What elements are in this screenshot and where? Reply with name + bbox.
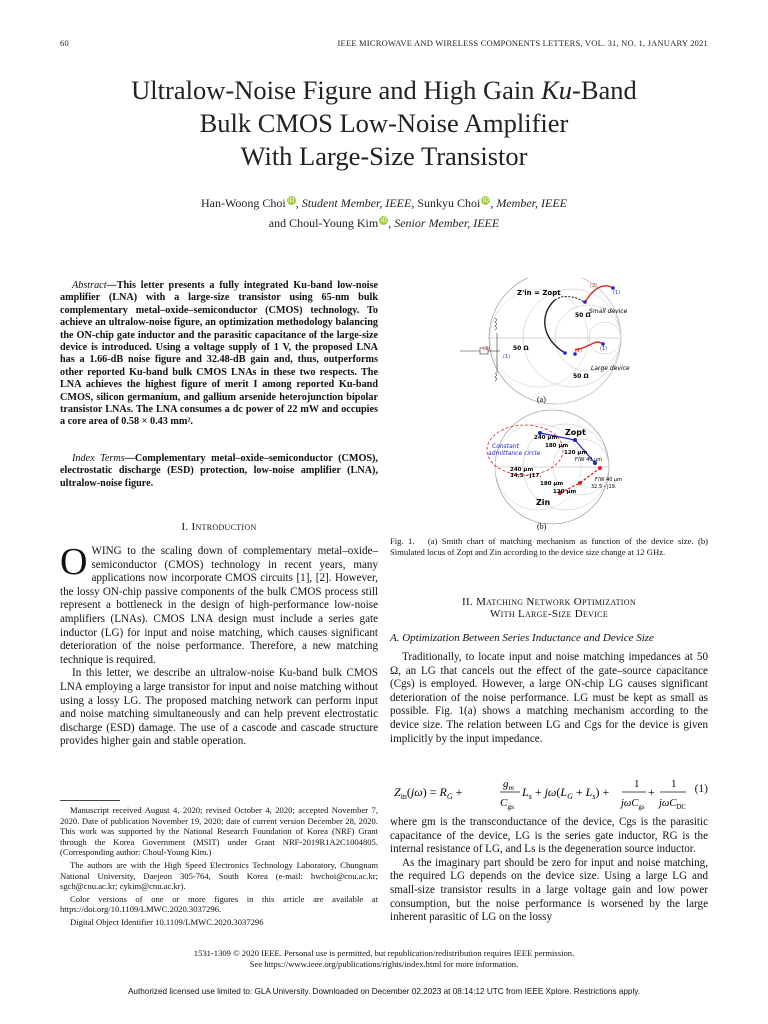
sec2-paragraph-1: Traditionally, to locate input and noise matching impedances at 50 Ω, an LG that cancels out the effect of the gate–source capacitance (Cgs) is employed. However, a large ON-chip LG causes significant deterioration of the noise performance. LG must be kept as small as possible. Fig. 1(a) shows a matching mechanism according to the device size. The relation between LG and Cgs for the device is given implicitly by the input impedance. <box>390 651 708 745</box>
figure-1 <box>455 278 645 533</box>
section-1-number: I. <box>181 521 192 533</box>
admittance-circle-label: admittance circle <box>488 450 541 457</box>
size-180-top: 180 µm <box>545 443 569 449</box>
size-120-top: 120 µm <box>564 450 588 456</box>
section-1-heading <box>60 521 378 533</box>
footnote-affiliation: The authors are with the High Speed Electronics Technology Laboratory, Chungnam National University, Daejeon 305-764, South Korea (e-mail: hwchoi@cnu.ac.kr; sgch@cnu.ac.kr; cykim@cnu.ac.kr). <box>60 859 378 892</box>
paper-title <box>60 74 708 173</box>
section-2-title-l1: Matching Network Optimization <box>476 596 636 608</box>
sec2-paragraph-3: As the imaginary part should be zero for input and noise matching, the required LG depends on the device size. Using a large LG and small-size transistor results in a large voltage gain and low power consumption, but the noise performance is worsened by the large inherent parasitic of LG on the lossy <box>390 856 708 924</box>
abstract-label: Abstract <box>72 280 107 291</box>
author-3-role: , Senior Member, IEEE <box>388 216 500 230</box>
equation-svg <box>390 770 708 816</box>
equation-number: (1) <box>694 783 708 795</box>
footnote-doi: Digital Object Identifier 10.1109/LMWC.2020.3037296 <box>70 916 264 927</box>
abstract-text: This letter presents a fully integrated Ku-band low-noise amplifier (LNA) with a large-size transistor using 65-nm bulk complementary metal–oxide–semiconductor (CMOS) technology. To achieve an ultralow-noise figure, an optimization methodology balancing the ON-chip gate inductor and the parasitic capacitance of the large-size device is introduced. Using a voltage supply of 1 V, the proposed LNA has a 1.66-dB noise figure and 32.48-dB gain and, thus, outperforms other reported Ku-band bulk CMOS LNAs in these two respects. The LNA achieves the highest figure of merit I among reported Ku-band CMOS, silicon germanium, and gallium arsenide heterojunction bipolar transistor LNAs. The LNA consumes a dc power of 22 mW and occupies a core area of 0.58 × 0.43 mm². <box>60 280 378 428</box>
copyright-notice <box>60 948 708 970</box>
author-2-role: , Member, IEEE <box>490 196 567 210</box>
journal-header: IEEE MICROWAVE AND WIRELESS COMPONENTS LETTERS, VOL. 31, NO. 1, JANUARY 2021 <box>337 38 708 48</box>
svg-text:1: 1 <box>634 778 640 790</box>
50-ohm-center: 50 Ω <box>513 345 529 352</box>
copyright-line-2: See https://www.ieee.org/publications/rights/index.html for more information. <box>249 959 519 969</box>
section-2-title-l2: With Large-Size Device <box>489 608 609 620</box>
smith-chart-a <box>460 278 630 404</box>
abstract: Abstract—This letter presents a fully integrated Ku-band low-noise amplifier (LNA) with a large-size transistor using 65-nm bulk complementary metal–oxide–semiconductor (CMOS) technology. To achieve an ultralow-noise figure, an optimization methodology balancing the ON-chip gate inductor and the parasitic capacitance of the large-size device is introduced. Using a voltage supply of 1 V, the proposed LNA has a 1.66-dB noise figure and 32.48-dB gain and, thus, outperforms other reported Ku-band bulk CMOS LNAs in these two respects. The LNA achieves the highest figure of merit I among reported Ku-band CMOS, silicon germanium, and gallium arsenide heterojunction bipolar transistor LNAs. The LNA consumes a dc power of 22 mW and occupies a core area of 0.58 × 0.43 mm². <box>60 280 378 428</box>
author-3: and Choul-Young Kim <box>268 216 379 230</box>
section-2-heading <box>390 596 708 620</box>
intro-paragraph-2: In this letter, we describe an ultralow-noise Ku-band bulk CMOS LNA employing a large transistor for input and noise matching without using a lossy LG. The proposed matching network can perform input and noise matching simultaneously and can help prevent electrostatic discharge (ESD) damage. The use of a cascode and cascade structure provides higher gain and stable operation. <box>60 667 378 748</box>
author-1-role: , Student Member, IEEE <box>295 196 412 210</box>
author-2: , Sunkyu Choi <box>411 196 481 210</box>
orcid-icon[interactable]: iD <box>482 197 489 204</box>
index-terms: Index Terms—Complementary metal–oxide–semiconductor (CMOS), electrostatic discharge (ESD) protection, low-noise amplifier (LNA), ultralow-noise figure. <box>60 453 378 489</box>
index-terms-label: Index Terms <box>72 453 125 464</box>
50-ohm-top: 50 Ω <box>575 312 591 319</box>
title-ku: Ku <box>541 75 573 105</box>
section-2-number: II. <box>462 596 477 608</box>
circuit-inset <box>460 318 500 381</box>
caption-text: (a) Smith chart of matching mechanism as function of the device size. (b) Simulated locus of Zopt and Zin according to the device size change at 12 GHz. <box>390 536 708 557</box>
label-n1-top: (1) <box>613 290 621 296</box>
fig-label-a: (a) <box>537 395 546 404</box>
caption-label: Fig. 1. <box>390 536 415 546</box>
section-1-title: Introduction <box>191 521 257 533</box>
zin-zopt-label: Z'in = Zopt <box>517 289 561 297</box>
svg-text:+: + <box>648 785 655 799</box>
svg-text:jωCDC: jωC$_{DC}$ <box>659 798 687 811</box>
small-device-label: Small device <box>589 308 628 315</box>
svg-text:jωCgs: jωC$_{gs}$ <box>621 798 645 811</box>
sec2-paragraph-2: where gm is the transconductance of the device, Cgs is the parasitic capacitance of the device, LG is the series gate inductor, RG is the internal resistance of LG, and Ls is the degeneration source inductor. <box>390 816 708 856</box>
smith-chart-b <box>487 410 622 524</box>
footnote <box>60 800 378 930</box>
circuit-label-n1: (1) <box>503 354 511 360</box>
size-180-bottom: 180 µm <box>540 481 564 487</box>
footnote-manuscript: Manuscript received August 4, 2020; revised October 4, 2020; accepted November 7, 2020. Date of publication November 19, 2020; date of current version December 28, 2020. This work was supported by the National Research Foundation of Korea (NRF) Grant through the Korea Government (MSIT) under Grant NRF-2019R1A2C1004805. (Corresponding author: Choul-Young Kim.) <box>60 805 378 858</box>
subsection-a-heading: A. Optimization Between Series Inductance and Device Size <box>390 632 654 644</box>
copyright-line-1: 1531-1309 © 2020 IEEE. Personal use is permitted, but republication/redistribution requires IEEE permission. <box>193 948 575 958</box>
50-ohm-bottom: 50 Ω <box>573 373 589 380</box>
label-n1-bottom: (1) <box>600 346 608 352</box>
constant-label: Constant <box>492 443 519 450</box>
figure-1-caption <box>390 536 708 557</box>
fig-label-b: (b) <box>537 522 547 531</box>
svg-text:1: 1 <box>671 778 677 790</box>
section-2-body <box>390 651 708 746</box>
size-240-bottom: 240 µm <box>510 467 534 473</box>
orcid-icon[interactable]: iD <box>288 197 295 204</box>
svg-text:Ls + jω(LG + Ls) +: $L_s + j\omega(L_G + L_s)$ + <box>522 785 610 801</box>
circuit-label-n2: (2) <box>483 346 491 352</box>
page-number: 60 <box>60 38 69 48</box>
author-1: Han-Woong Choi <box>201 196 286 210</box>
authorized-use-banner: Authorized licensed use limited to: GLA University. Downloaded on December 02,2023 at 08:14:12 UTC from IEEE Xplore. Restrictions apply. <box>127 987 641 996</box>
title-line3: With Large-Size Transistor <box>240 141 528 171</box>
title-line2: Bulk CMOS Low-Noise Amplifier <box>199 108 569 138</box>
index-terms-text: Complementary metal–oxide–semiconductor (CMOS), electrostatic discharge (ESD) protection, low-noise amplifier (LNA), ultralow-noise figure. <box>60 453 378 489</box>
large-device-label: Large device <box>591 365 630 372</box>
fw40-bottom: F/W 40 µm <box>595 477 623 483</box>
value-345b: 32.5 - j19. <box>591 484 617 490</box>
orcid-icon[interactable]: iD <box>380 217 387 224</box>
smith-chart-figure <box>455 278 645 533</box>
value-345a: 34.5 - j17. <box>510 473 542 479</box>
size-240-top: 240 µm <box>534 435 558 441</box>
title-line1-post: -Band <box>572 75 637 105</box>
dropcap: O <box>60 541 88 583</box>
svg-text:gm: $g_m$ <box>503 778 514 792</box>
introduction-body <box>60 541 378 749</box>
intro-paragraph-1: WING to the scaling down of complementary metal–oxide–semiconductor (CMOS) technology in recent years, many applications now incorporate CMOS circuits [1], [2]. However, the lossy ON-chip passive components of the bulk CMOS process still represent a bottleneck in the design of high-performance low-noise amplifiers (LNAs). CMOS LNA design must include a series gate inductor (LG) for input and noise matching, which causes significant deterioration of the noise performance. Therefore, a new matching technique is required. <box>60 545 378 666</box>
title-line1-pre: Ultralow-Noise Figure and High Gain <box>131 75 542 105</box>
size-120-bottom: 120 µm <box>553 489 577 495</box>
zopt-label: Zopt <box>565 428 586 437</box>
author-list <box>60 193 708 233</box>
svg-text:Cgs: $C_{gs}$ <box>500 797 515 811</box>
fw40-top: F/W 40 µm <box>575 457 603 463</box>
footnote-color: Color versions of one or more figures in this article are available at https://doi.org/10.1109/LMWC.2020.3037296. <box>60 893 378 915</box>
label-n2-top: (2) <box>590 283 598 289</box>
label-n2-bottom: (2) <box>575 348 583 354</box>
section-2-body-continued <box>390 816 708 925</box>
footnote-rule <box>60 800 120 801</box>
zin-label: Zin <box>536 498 551 507</box>
svg-text:Zin(jω) = RG +: $Z_{in}(j\omega) = R_G$ + <box>394 785 463 801</box>
